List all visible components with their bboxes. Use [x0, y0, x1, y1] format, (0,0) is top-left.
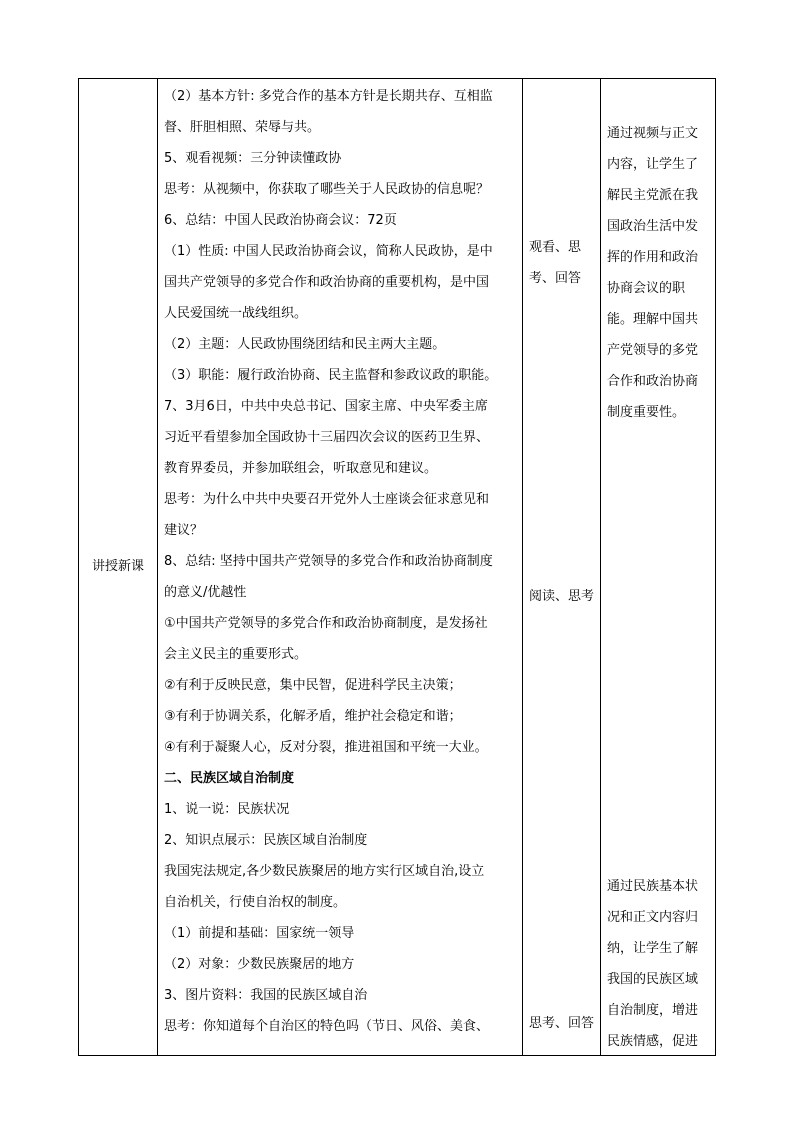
content-line: （2）对象：少数民族聚居的地方	[164, 957, 355, 972]
table-row	[79, 79, 716, 1056]
student-activity-cell	[523, 79, 601, 1056]
content-line: 思考：为什么中共中央要召开党外人士座谈会征求意见和	[164, 492, 490, 507]
content-line: 2、知识点展示：民族区域自治制度	[164, 833, 368, 848]
teaching-content-cell	[158, 79, 523, 1056]
content-line: ①中国共产党领导的多党合作和政治协商制度，是发扬社	[164, 616, 488, 631]
lesson-plan-table	[78, 78, 716, 1056]
content-line: 5、观看视频：三分钟读懂政协	[164, 151, 342, 166]
content-line: 的意义/优越性	[164, 585, 247, 600]
content-line: 8、总结: 坚持中国共产党领导的多党合作和政治协商制度	[164, 554, 493, 569]
content-line: 7、3月6日，中共中央总书记、国家主席、中央军委主席	[164, 399, 488, 414]
section-heading: 二、民族区域自治制度	[164, 771, 295, 786]
intent-text: 通过民族基本状况和正文内容归纳，让学生了解我国的民族区域自治制度，增进民族情感，促进	[607, 879, 699, 1049]
content-line: （2）主题：人民政协围绕团结和民主两大主题。	[164, 337, 446, 352]
content-line: （3）职能：履行政治协商、民主监督和参政议政的职能。	[164, 368, 498, 383]
content-line: 1、说一说：民族状况	[164, 802, 290, 817]
content-line: （1）前提和基础：国家统一领导	[164, 926, 355, 941]
activity-text: 阅读、思考	[529, 589, 595, 604]
content-line: 国共产党领导的多党合作和政治协商的重要机构，是中国	[164, 275, 490, 290]
activity-text: 思考、回答	[529, 1016, 595, 1031]
content-line: ②有利于反映民意，集中民智，促进科学民主决策；	[164, 678, 462, 693]
content-line: ④有利于凝聚人心，反对分裂，推进祖国和平统一大业。	[164, 740, 488, 755]
content-line: 3、图片资料：我国的民族区域自治	[164, 988, 368, 1003]
content-line: 思考：从视频中，你获取了哪些关于人民政协的信息呢？	[164, 182, 490, 197]
activity-text: 观看、思考、回答	[529, 240, 582, 286]
content-line: 思考：你知道每个自治区的特色吗（节日、风俗、美食、	[164, 1019, 490, 1034]
content-line: 人民爱国统一战线组织。	[164, 306, 308, 321]
intent-text: 通过视频与正文内容，让学生了解民主党派在我国政治生活中发挥的作用和政治协商会议的职能。理解中国共产党领导的多党合作和政治协商制度重要性。	[607, 126, 699, 420]
design-intent-cell	[601, 79, 716, 1056]
content-line: 6、总结：中国人民政治协商会议：72页	[164, 213, 397, 228]
content-line: （1）性质: 中国人民政治协商会议，简称人民政协，是中	[164, 244, 493, 259]
content-line: 教育界委员，并参加联组会，听取意见和建议。	[164, 461, 438, 476]
content-line: 建议？	[164, 523, 204, 538]
content-line: 会主义民主的重要形式。	[164, 647, 308, 662]
content-line: ③有利于协调关系，化解矛盾，维护社会稳定和谐；	[164, 709, 462, 724]
content-line: 我国宪法规定,各少数民族聚居的地方实行区域自治,设立	[164, 864, 485, 879]
content-line: 自治机关，行使自治权的制度。	[164, 895, 347, 910]
section-label-cell	[79, 79, 158, 1056]
content-line: （2）基本方针: 多党合作的基本方针是长期共存、互相监	[164, 89, 493, 104]
content-line: 督、肝胆相照、荣辱与共。	[164, 120, 321, 135]
content-line: 习近平看望参加全国政协十三届四次会议的医药卫生界、	[164, 430, 490, 445]
section-label: 讲授新课	[91, 559, 144, 574]
